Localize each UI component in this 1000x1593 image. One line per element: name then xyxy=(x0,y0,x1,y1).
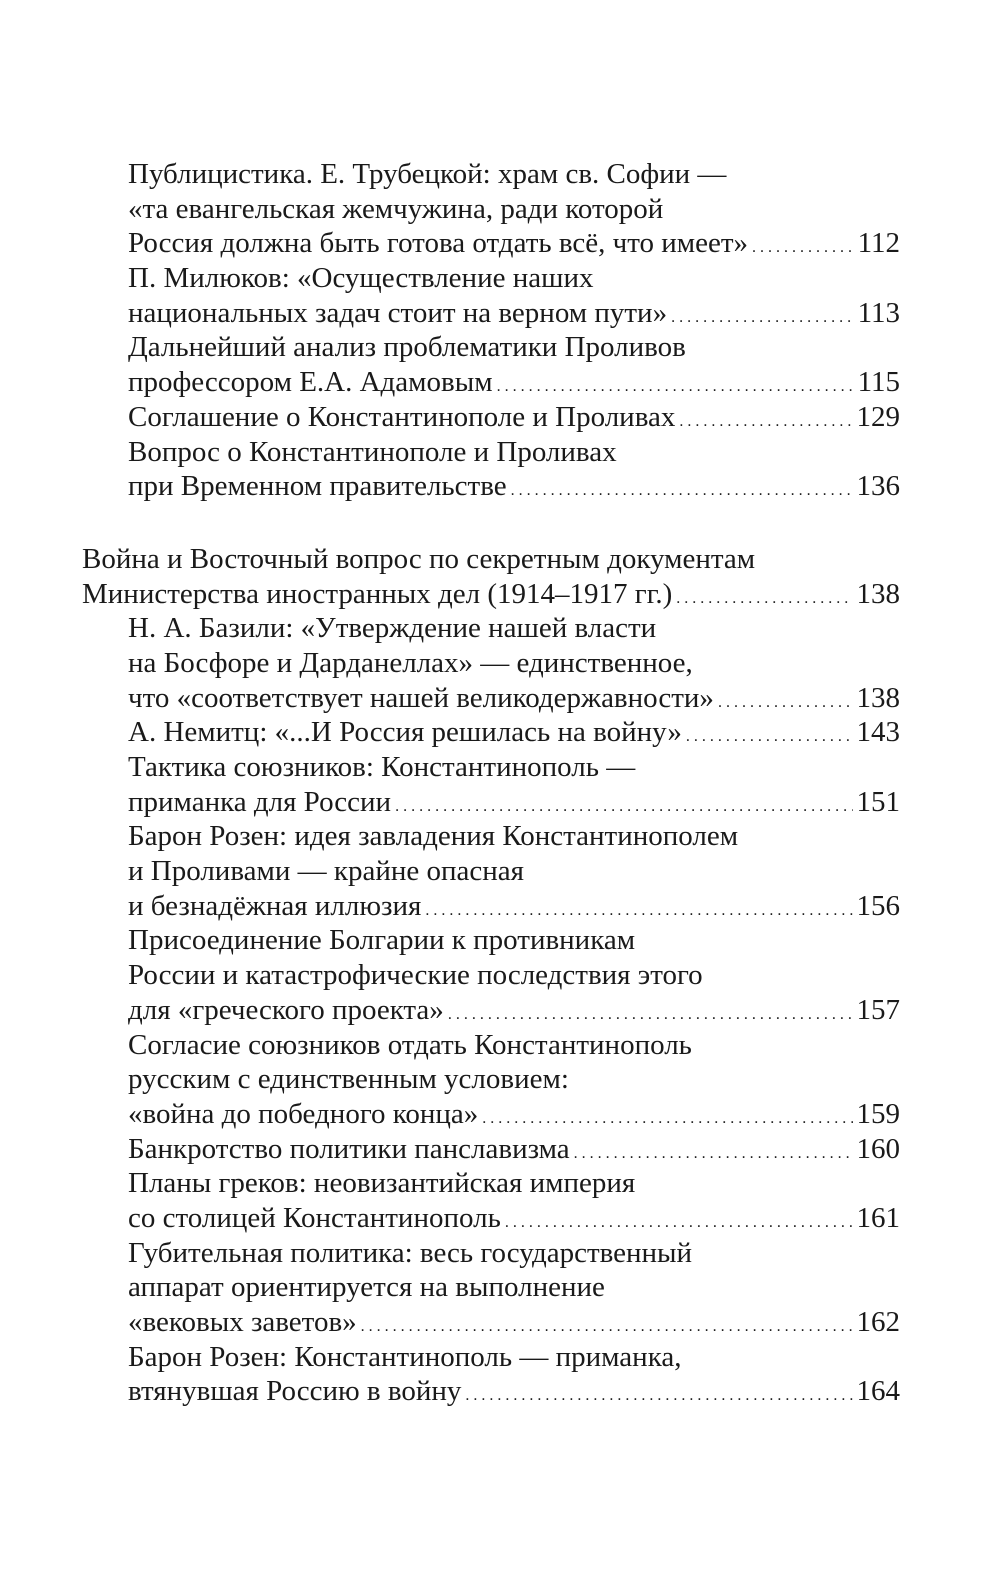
toc-entry-text: втянувшая Россию в войну xyxy=(128,1375,462,1408)
toc-page-number: 138 xyxy=(856,681,900,714)
toc-entry-line xyxy=(128,365,900,400)
toc-page-number: 162 xyxy=(856,1306,900,1338)
toc-entry-line xyxy=(128,157,900,192)
toc-entry-text: и безнадёжная иллюзия xyxy=(128,889,422,922)
toc-entry-line xyxy=(128,681,900,716)
toc-entry-line xyxy=(128,785,900,820)
toc-entry-text: русским с единственным условием: xyxy=(128,1063,569,1096)
toc-entry-line xyxy=(128,330,900,365)
toc-page-number: 136 xyxy=(856,470,900,503)
toc-entry xyxy=(128,715,900,750)
toc-entry-text: Соглашение о Константинополе и Проливах xyxy=(128,400,676,433)
toc-page-number: 157 xyxy=(856,993,900,1026)
toc-entry-text: Губительная политика: весь государственный xyxy=(128,1236,693,1269)
toc-entry xyxy=(128,435,900,504)
toc-entry-text: Министерства иностранных дел (1914–1917 гг.) xyxy=(82,577,673,610)
toc-entry-text: приманка для России xyxy=(128,785,392,818)
dot-leader xyxy=(361,1305,853,1340)
toc-page-number: 151 xyxy=(856,785,900,818)
toc-entry-text: «война до победного конца» xyxy=(128,1097,479,1130)
toc-entry xyxy=(128,1166,900,1235)
dot-leader xyxy=(574,1132,853,1167)
toc-entry xyxy=(128,1236,900,1340)
toc-entry xyxy=(128,400,900,435)
toc-entry-line xyxy=(128,1028,900,1063)
dot-leader xyxy=(752,226,854,261)
toc-entry-text: Согласие союзников отдать Константинополь xyxy=(128,1028,692,1061)
toc-entry-text: России и катастрофические последствия этого xyxy=(128,959,703,992)
toc-page-number: 115 xyxy=(857,366,900,399)
toc-entry-text: Россия должна быть готова отдать всё, что имеет» xyxy=(128,227,749,260)
toc-entry-text: Планы греков: неовизантийская империя xyxy=(128,1167,636,1200)
toc-entry-line xyxy=(128,819,900,854)
toc-entry-line xyxy=(82,577,900,612)
toc-entry xyxy=(128,923,900,1027)
toc-entry-line xyxy=(128,226,900,261)
dot-leader xyxy=(511,469,853,504)
toc-entry-line xyxy=(128,923,900,958)
toc-entry-text: Публицистика. Е. Трубецкой: храм св. Софии — xyxy=(128,158,727,190)
toc-page-number: 129 xyxy=(856,400,900,433)
toc-entry xyxy=(128,1132,900,1167)
toc-entry-text: для «греческого проекта» xyxy=(128,993,444,1026)
toc-entry-line xyxy=(128,435,900,470)
dot-leader xyxy=(718,681,853,716)
toc-entry-text: на Босфоре и Дарданеллах» — единственное, xyxy=(128,646,693,679)
toc-entry-text: что «соответствует нашей великодержавности» xyxy=(128,681,714,714)
toc-entry xyxy=(128,819,900,923)
toc-entry-line xyxy=(128,469,900,504)
toc-entry-text: Барон Розен: идея завладения Константинополем xyxy=(128,820,739,853)
toc-entry-line xyxy=(128,1374,900,1409)
toc-entry xyxy=(128,261,900,330)
dot-leader xyxy=(671,296,853,331)
toc-entry-line xyxy=(128,1201,900,1236)
toc-entry-text: Н. А. Базили: «Утверждение нашей власти xyxy=(128,612,657,645)
dot-leader xyxy=(679,400,852,435)
toc-entry-line xyxy=(82,542,900,577)
toc-page-number: 112 xyxy=(857,227,900,260)
toc-page-number: 138 xyxy=(856,577,900,610)
toc-entry-line xyxy=(128,854,900,889)
toc-entry-line xyxy=(128,1132,900,1167)
toc-entry-text: «та евангельская жемчужина, ради которой xyxy=(128,192,664,225)
toc-entry-line xyxy=(128,750,900,785)
dot-leader xyxy=(497,365,854,400)
toc-entry-line xyxy=(128,1340,900,1375)
toc-page-number: 161 xyxy=(856,1201,900,1234)
toc-entry-line xyxy=(128,1236,900,1271)
toc-entry-text: Барон Розен: Константинополь — приманка, xyxy=(128,1340,682,1373)
toc-page-number: 156 xyxy=(856,889,900,922)
toc-entry-line xyxy=(128,1166,900,1201)
toc-entry-text: со столицей Константинополь xyxy=(128,1201,501,1234)
toc-entry-line xyxy=(128,400,900,435)
toc-entry xyxy=(128,1340,900,1409)
toc-entry-text: Война и Восточный вопрос по секретным документам xyxy=(82,542,756,575)
toc-page-number: 113 xyxy=(857,296,900,329)
toc-entry-line xyxy=(128,261,900,296)
toc-entry-text: национальных задач стоит на верном пути» xyxy=(128,296,668,329)
dot-leader xyxy=(482,1097,852,1132)
toc-entry-line xyxy=(128,296,900,331)
toc-entry xyxy=(128,750,900,819)
toc-entry-line xyxy=(128,1062,900,1097)
toc-entry-line xyxy=(128,646,900,681)
dot-leader xyxy=(676,577,852,612)
toc-entry-line xyxy=(128,1270,900,1305)
toc-entry xyxy=(128,611,900,715)
toc-entry-text: Вопрос о Константинополе и Проливах xyxy=(128,435,617,468)
dot-leader xyxy=(395,785,852,820)
toc-entry-line xyxy=(128,611,900,646)
toc-entry-text: «вековых заветов» xyxy=(128,1306,357,1338)
dot-leader xyxy=(686,715,853,750)
toc-entry-text: при Временном правительстве xyxy=(128,470,507,503)
toc-page-number: 143 xyxy=(856,716,900,749)
toc-entry-line xyxy=(128,715,900,750)
toc-section-entry xyxy=(82,542,900,611)
toc-entry-line xyxy=(128,192,900,227)
toc-page-number: 164 xyxy=(856,1375,900,1408)
dot-leader xyxy=(425,889,852,924)
toc-entry-line xyxy=(128,1097,900,1132)
toc-page-number: 160 xyxy=(856,1132,900,1165)
toc-entry-text: Банкротство политики панславизма xyxy=(128,1132,570,1165)
toc-entry-text: и Проливами — крайне опасная xyxy=(128,855,524,888)
toc-entry-text: П. Милюков: «Осуществление наших xyxy=(128,262,594,295)
dot-leader xyxy=(465,1374,852,1409)
toc-entry xyxy=(128,157,900,261)
dot-leader xyxy=(505,1201,853,1236)
toc-entry-text: Тактика союзников: Константинополь — xyxy=(128,751,636,783)
toc-entry-text: А. Немитц: «...И Россия решилась на войну» xyxy=(128,716,682,749)
toc-entry-text: профессором Е.А. Адамовым xyxy=(128,366,493,399)
toc-entry-line xyxy=(128,993,900,1028)
table-of-contents xyxy=(0,157,1000,1409)
toc-page-number: 159 xyxy=(856,1097,900,1130)
toc-entry-text: Дальнейший анализ проблематики Проливов xyxy=(128,331,686,364)
dot-leader xyxy=(448,993,853,1028)
toc-entry-line xyxy=(128,958,900,993)
toc-entry xyxy=(128,330,900,399)
toc-entry-text: Присоединение Болгарии к противникам xyxy=(128,924,636,957)
toc-entry xyxy=(128,1028,900,1132)
toc-entry-line xyxy=(128,889,900,924)
toc-entry-line xyxy=(128,1305,900,1340)
toc-entry-text: аппарат ориентируется на выполнение xyxy=(128,1271,605,1304)
